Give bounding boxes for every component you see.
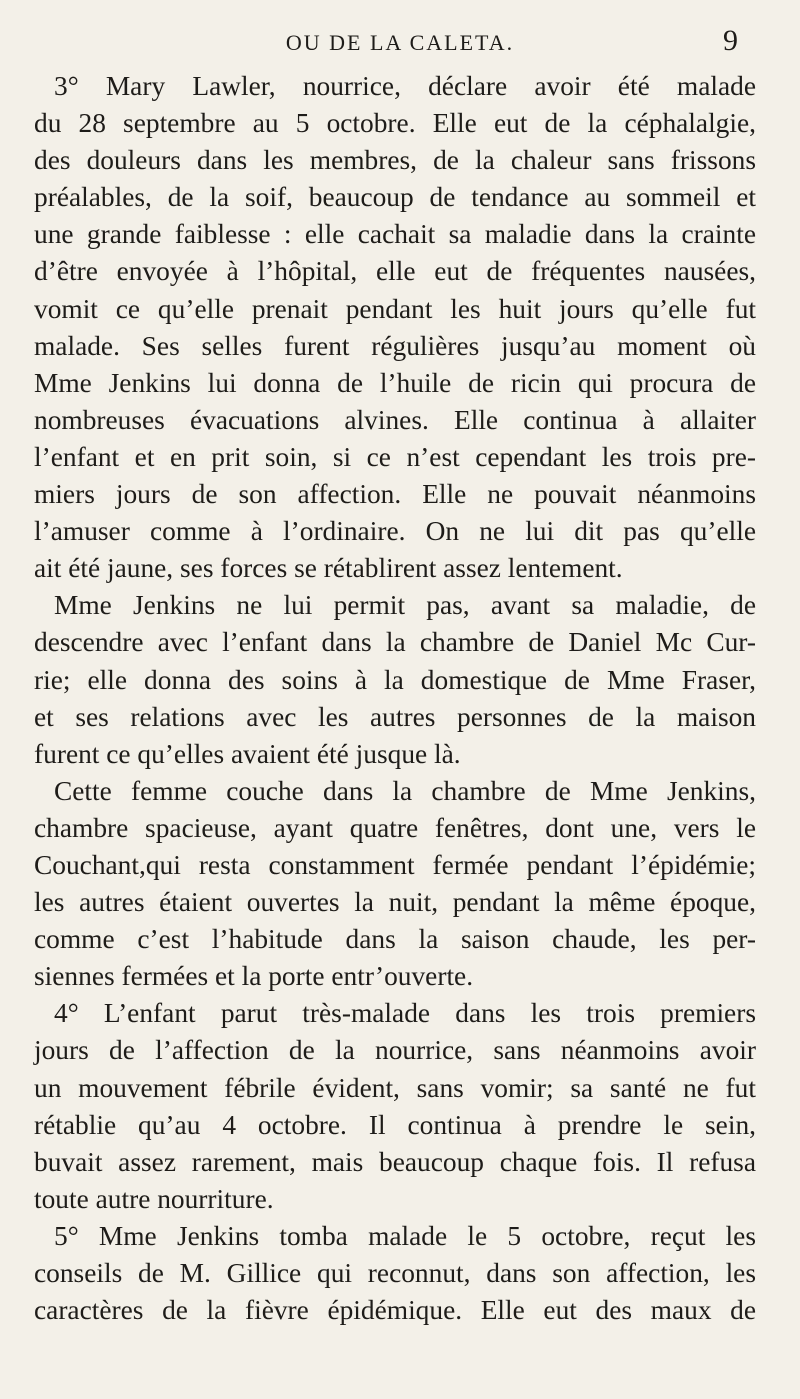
text-line: Couchant,qui resta constamment fermée pendant l’épidémie;	[34, 849, 756, 880]
page-header	[0, 24, 800, 60]
text-line: et ses relations avec les autres personnes de la maison	[34, 701, 756, 732]
text-line: siennes fermées et la porte entr’ouverte.	[34, 961, 474, 992]
running-head: OU DE LA CALETA.	[285, 30, 515, 55]
text-line: 3° Mary Lawler, nourrice, déclare avoir été malade	[54, 71, 756, 101]
text-line: buvait assez rarement, mais beaucoup chaque fois. Il refusa	[34, 1146, 756, 1177]
text-line: les autres étaient ouvertes la nuit, pendant la même époque,	[34, 887, 756, 918]
text-line: jours de l’affection de la nourrice, sans néanmoins avoir	[34, 1035, 756, 1066]
text-line: miers jours de son affection. Elle ne pouvait néanmoins	[34, 479, 756, 510]
text-line: 4° L’enfant parut très-malade dans les trois premiers	[54, 998, 756, 1029]
text-line: ait été jaune, ses forces se rétablirent assez lentement.	[34, 553, 623, 584]
text-line: une grande faiblesse : elle cachait sa maladie dans la crainte	[34, 219, 756, 250]
text-line: rie; elle donna des soins à la domestique de Mme Fraser,	[34, 664, 756, 695]
text-line: Mme Jenkins ne lui permit pas, avant sa maladie, de	[54, 590, 756, 621]
body-text	[34, 68, 756, 1329]
text-line: des douleurs dans les membres, de la chaleur sans frissons	[34, 145, 756, 176]
text-line: furent ce qu’elles avaient été jusque là.	[34, 738, 461, 769]
text-line: malade. Ses selles furent régulières jusqu’au moment où	[34, 330, 756, 361]
text-line: chambre spacieuse, ayant quatre fenêtres, dont une, vers le	[34, 812, 756, 843]
text-line: préalables, de la soif, beaucoup de tendance au sommeil et	[34, 182, 756, 213]
text-line: 5° Mme Jenkins tomba malade le 5 octobre, reçut les	[54, 1220, 756, 1251]
text-line: rétablie qu’au 4 octobre. Il continua à prendre le sein,	[34, 1109, 756, 1140]
text-line: toute autre nourriture.	[34, 1183, 274, 1214]
text-line: Cette femme couche dans la chambre de Mme Jenkins,	[54, 775, 756, 806]
text-line: Mme Jenkins lui donna de l’huile de ricin qui procura de	[34, 367, 756, 398]
text-line: descendre avec l’enfant dans la chambre de Daniel Mc Cur-	[34, 627, 756, 658]
text-line: caractères de la fièvre épidémique. Elle eut des maux de	[34, 1295, 756, 1326]
text-line: comme c’est l’habitude dans la saison chaude, les per-	[34, 924, 756, 955]
text-line: l’enfant et en prit soin, si ce n’est cependant les trois pre-	[34, 441, 756, 472]
text-line: nombreuses évacuations alvines. Elle continua à allaiter	[34, 404, 756, 435]
text-line: d’être envoyée à l’hôpital, elle eut de fréquentes nausées,	[34, 256, 756, 287]
text-line: vomit ce qu’elle prenait pendant les huit jours qu’elle fut	[34, 293, 756, 324]
text-line: du 28 septembre au 5 octobre. Elle eut de la céphalalgie,	[34, 108, 756, 139]
text-line: l’amuser comme à l’ordinaire. On ne lui dit pas qu’elle	[34, 516, 756, 547]
text-line: conseils de M. Gillice qui reconnut, dans son affection, les	[34, 1258, 756, 1288]
text-line: un mouvement fébrile évident, sans vomir; sa santé ne fut	[34, 1072, 756, 1103]
page-number: 9	[723, 24, 738, 57]
